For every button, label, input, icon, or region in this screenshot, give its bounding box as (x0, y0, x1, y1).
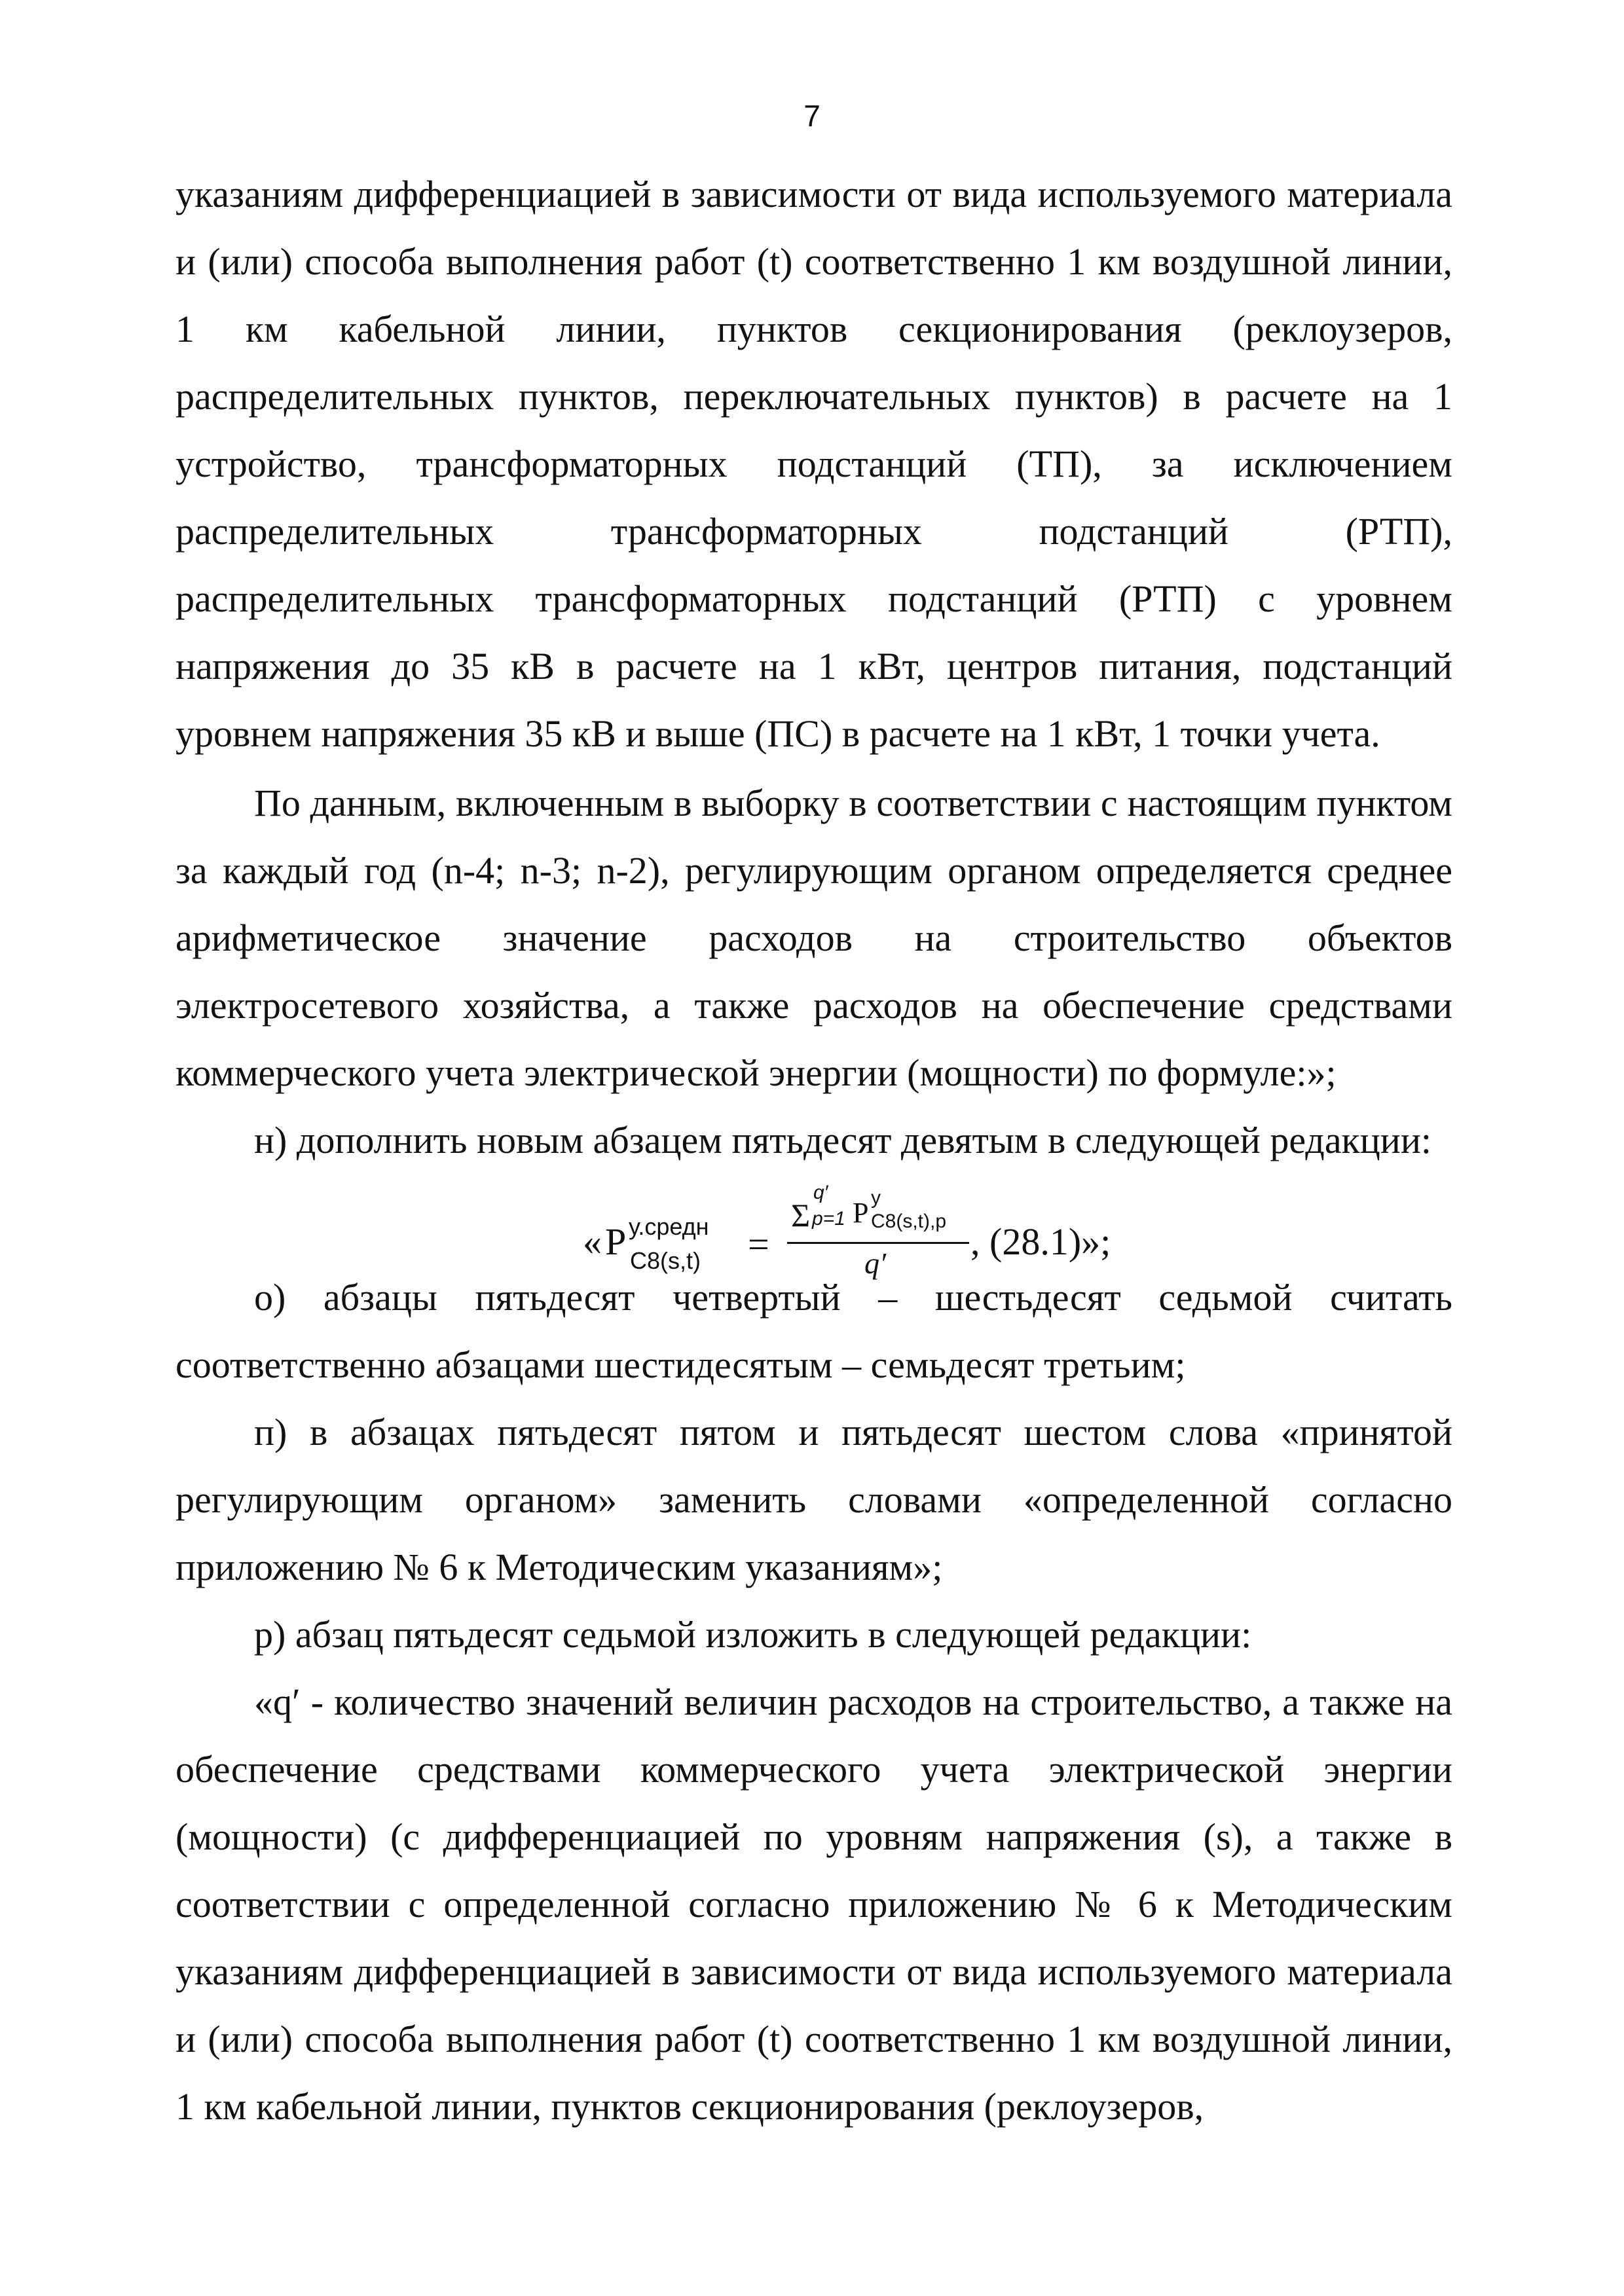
formula-numerator-symbol: P (853, 1197, 869, 1229)
formula-open-quote: « (583, 1220, 602, 1263)
formula-sum-sign: Σ (791, 1197, 811, 1233)
text-block-top (175, 160, 1452, 767)
paragraph-item-p: п) в абзацах пятьдесят пятом и пятьдесят шестом слова «принятой регулирующим органом» заменить словами «определенной согласно приложению № 6 к Методическим указаниям»; (175, 1411, 1452, 1588)
paragraph-continuation: указаниям дифференциацией в зависимости от вида используемого материала и (или) способа выполнения работ (t) соответственно 1 км воздушной линии, 1 км кабельной линии, пунктов секционирования (реклоузеров, распределительных пунктов, переключательных пунктов) в расчете на 1 устройство, трансформаторных подстанций (ТП), за исключением распределительных трансформаторных подстанций (РТП), распределительных трансформаторных подстанций (РТП) с уровнем напряжения до 35 кВ в расчете на 1 кВт, центров питания, подстанций уровнем напряжения 35 кВ и выше (ПС) в расчете на 1 кВт, 1 точки учета. (175, 173, 1452, 755)
formula-lhs-subscript: C8(s,t) (630, 1247, 701, 1274)
paragraph-q-definition: «q′ - количество значений величин расходов на строительство, а также на обеспечение средствами коммерческого учета электрической энергии (мощности) (с дифференциацией по уровням напряжения (s), а также в соответствии с определенной согласно приложению № 6 к Методическим указаниям дифференциацией в зависимости от вида используемого материала и (или) способа выполнения работ (t) соответственно 1 км воздушной линии, 1 км кабельной линии, пунктов секционирования (реклоузеров, (175, 1681, 1452, 2128)
page-number: 7 (803, 99, 821, 133)
formula-lhs-superscript: у.средн (629, 1213, 709, 1240)
formula-numerator-superscript: у (871, 1187, 881, 1209)
paragraph-item-o: о) абзацы пятьдесят четвертый – шестьдесят седьмой считать соответственно абзацами шестидесятым – семьдесят третьим; (175, 1276, 1452, 1386)
text-block-middle (175, 769, 1452, 1174)
paragraph-average-formula-intro: По данным, включенным в выборку в соответствии с настоящим пунктом за каждый год (n-4; n-3; n-2), регулирующим органом определяется среднее арифметическое значение расходов на строительство объектов электросетевого хозяйства, а также расходов на обеспечение средствами коммерческого учета электрической энергии (мощности) по формуле:»; (175, 782, 1452, 1094)
formula-sum-lower: p=1 (812, 1208, 845, 1230)
text-block-bottom (175, 1264, 1452, 2140)
formula-equals: = (748, 1223, 769, 1266)
formula-denominator: q′ (864, 1247, 887, 1280)
formula-lhs-symbol: P (605, 1220, 627, 1263)
formula-fraction-bar (787, 1242, 969, 1244)
formula-numerator-subscript: C8(s,t),p (871, 1211, 947, 1232)
paragraph-item-r: р) абзац пятьдесят седьмой изложить в следующей редакции: (254, 1613, 1252, 1656)
paragraph-item-n: н) дополнить новым абзацем пятьдесят девятым в следующей редакции: (254, 1119, 1431, 1161)
formula-tail: , (28.1)»; (970, 1220, 1111, 1263)
formula-sum-upper: q′ (813, 1182, 828, 1203)
